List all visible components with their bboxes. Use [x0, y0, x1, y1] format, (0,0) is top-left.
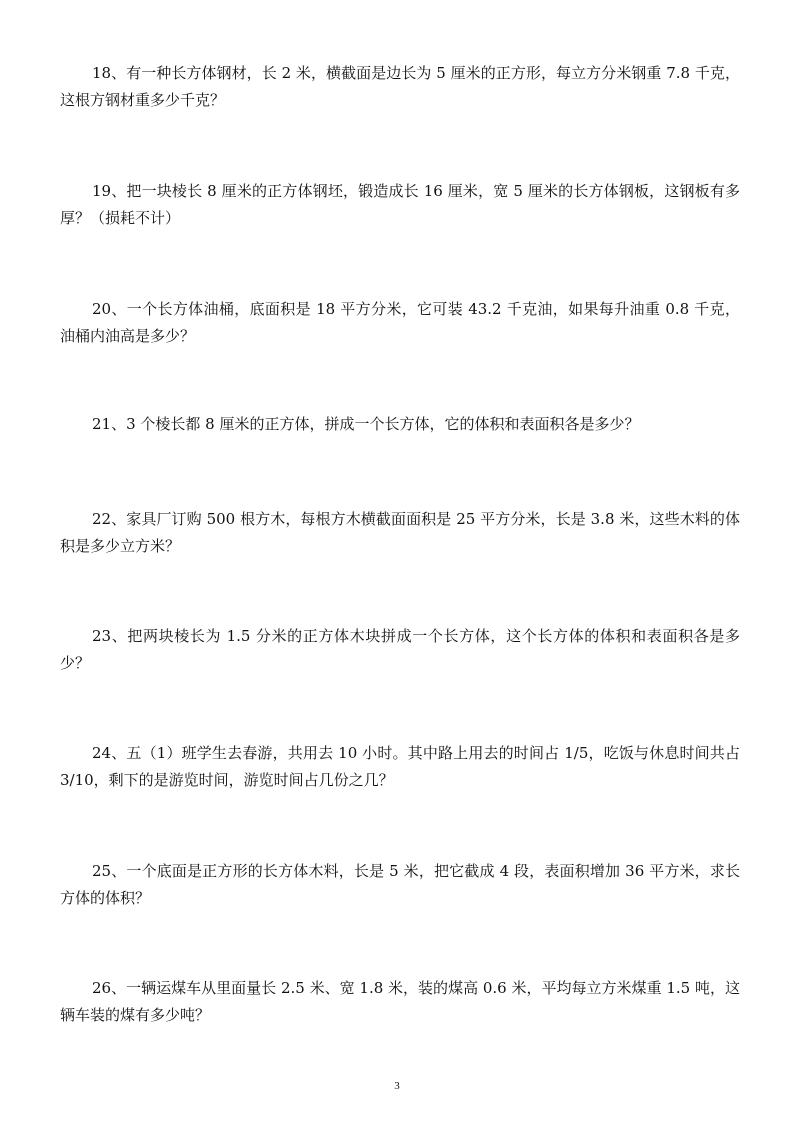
- problem-19: 19、把一块棱长 8 厘米的正方体钢坯，锻造成长 16 厘米，宽 5 厘米的长方体钢板，这钢板有多厚？（损耗不计）: [60, 182, 740, 227]
- problem-24: 24、五（1）班学生去春游，共用去 10 小时。其中路上用去的时间占 1/5，吃饭与休息时间共占 3/10，剩下的是游览时间，游览时间占几份之几？: [60, 744, 740, 789]
- problem-26: 26、一辆运煤车从里面量长 2.5 米、宽 1.8 米，装的煤高 0.6 米，平均每立方米煤重 1.5 吨，这辆车装的煤有多少吨？: [60, 979, 740, 1024]
- problem-23: 23、把两块棱长为 1.5 分米的正方体木块拼成一个长方体，这个长方体的体积和表面积各是多少？: [60, 627, 740, 672]
- problem-22: 22、家具厂订购 500 根方木，每根方木横截面面积是 25 平方分米，长是 3.8 米，这些木料的体积是多少立方米？: [60, 510, 740, 555]
- problem-21: 21、3 个棱长都 8 厘米的正方体，拼成一个长方体，它的体积和表面积各是多少？: [92, 415, 640, 433]
- problem-20: 20、一个长方体油桶，底面积是 18 平方分米，它可装 43.2 千克油，如果每升油重 0.8 千克，油桶内油高是多少？: [60, 300, 740, 345]
- problem-18: 18、有一种长方体钢材，长 2 米，横截面是边长为 5 厘米的正方形，每立方分米钢重 7.8 千克，这根方钢材重多少千克？: [60, 64, 740, 109]
- problem-25: 25、一个底面是正方形的长方体木料，长是 5 米，把它截成 4 段，表面积增加 36 平方米，求长方体的体积？: [60, 862, 740, 907]
- page-number: 3: [394, 1080, 400, 1092]
